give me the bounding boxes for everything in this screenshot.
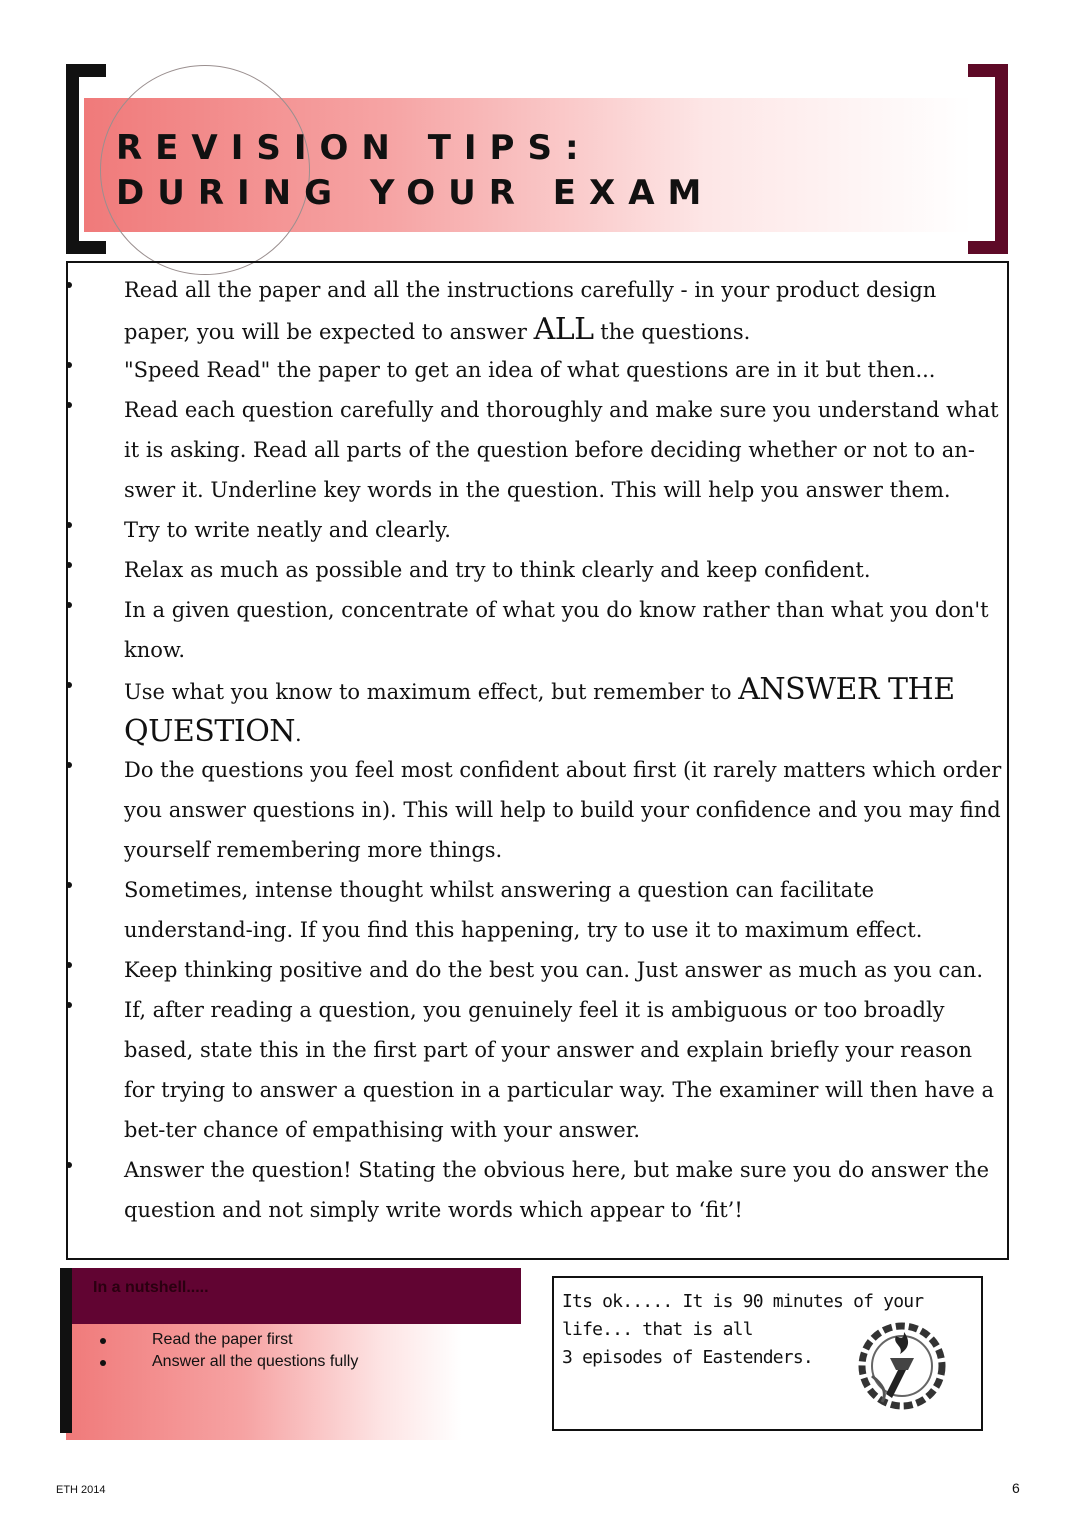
bullet-icon bbox=[66, 1162, 72, 1168]
tip-text: In a given question, concentrate of what you do know rather than what you don't know. bbox=[124, 598, 989, 662]
tip-emphasis: ANSWER THE QUESTION bbox=[124, 672, 955, 749]
bullet-icon bbox=[66, 282, 72, 288]
bullet-icon bbox=[100, 1338, 106, 1344]
joke-line-2: 3 episodes of Eastenders. bbox=[562, 1347, 813, 1368]
tip-text: Relax as much as possible and try to think clearly and keep confident. bbox=[124, 558, 871, 582]
bullet-icon bbox=[66, 402, 72, 408]
joke-line-1: Its ok..... It is 90 minutes of your life... that is all bbox=[562, 1291, 924, 1340]
tip-text: If, after reading a question, you genuinely feel it is ambiguous or too broadly based, state this in the first part of your answer and explain briefly your reason for trying to answer a question in a particular way. The examiner will then have a bet-ter chance of empathising with your answer. bbox=[124, 998, 994, 1142]
tip-text: Read each question carefully and thoroughly and make sure you understand what it is asking. Read all parts of the question before deciding whether or not to an-swer it. Underline key words in the question. This will help you answer them. bbox=[124, 398, 999, 502]
bullet-icon bbox=[66, 762, 72, 768]
page-title-line-1: REVISION TIPS: bbox=[116, 128, 592, 168]
bullet-icon bbox=[100, 1360, 106, 1366]
bullet-icon bbox=[66, 1002, 72, 1008]
tip-text bbox=[124, 270, 1004, 352]
tip-text: Sometimes, intense thought whilst answering a question can facilitate understand-ing. If you find this happening, try to use it to maximum effect. bbox=[124, 878, 923, 942]
left-bracket bbox=[66, 64, 106, 254]
joke-box bbox=[552, 1276, 983, 1431]
nutshell-item-label: Answer all the questions fully bbox=[152, 1353, 359, 1370]
decorative-circle bbox=[100, 65, 310, 275]
bullet-icon bbox=[66, 882, 72, 888]
bullet-icon bbox=[66, 682, 72, 688]
nutshell-side-bar bbox=[60, 1268, 72, 1433]
right-bracket bbox=[968, 64, 1008, 254]
bullet-icon bbox=[66, 562, 72, 568]
tip-text-main: Use what you know to maximum effect, but remember to bbox=[124, 680, 739, 704]
tip-text: Do the questions you feel most confident about first (it rarely matters which order you answer questions in). This will help to build your confidence and you may find yourself remembering more things. bbox=[124, 758, 1002, 862]
bullet-icon bbox=[66, 962, 72, 968]
page-title-line-2: DURING YOUR EXAM bbox=[116, 173, 715, 213]
tip-text: Keep thinking positive and do the best you can. Just answer as much as you can. bbox=[124, 958, 984, 982]
tip-text-after: . bbox=[295, 722, 302, 746]
footer-copyright: ETH 2014 bbox=[56, 1484, 106, 1496]
nutshell-title: In a nutshell..... bbox=[93, 1279, 209, 1296]
olympic-torch-icon bbox=[852, 1314, 952, 1414]
tip-text-after: the questions. bbox=[593, 320, 751, 344]
tip-text: Try to write neatly and clearly. bbox=[124, 518, 451, 542]
tip-text: Answer the question! Stating the obvious here, but make sure you do answer the question and not simply write words which appear to ‘fit’! bbox=[124, 1158, 990, 1222]
page-number: 6 bbox=[1012, 1480, 1020, 1496]
tip-text bbox=[124, 670, 1004, 754]
nutshell-item-label: Read the paper first bbox=[152, 1331, 293, 1348]
bullet-icon bbox=[66, 522, 72, 528]
bullet-icon bbox=[66, 362, 72, 368]
bullet-icon bbox=[66, 602, 72, 608]
tip-text: "Speed Read" the paper to get an idea of what questions are in it but then... bbox=[124, 358, 936, 382]
tip-text-main: Read all the paper and all the instructions carefully - in your product design paper, you will be expected to answer bbox=[124, 278, 937, 344]
tip-emphasis: ALL bbox=[533, 312, 594, 347]
